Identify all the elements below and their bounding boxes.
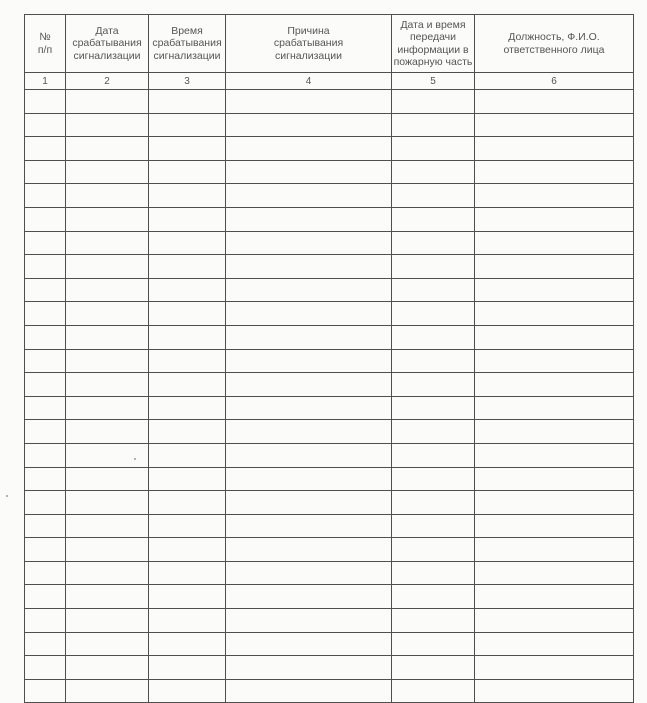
table-cell (25, 184, 66, 208)
table-cell (149, 160, 226, 184)
table-cell (25, 656, 66, 680)
table-cell (149, 325, 226, 349)
table-row (25, 467, 634, 491)
header-row (25, 15, 634, 73)
table-cell (149, 585, 226, 609)
table-cell (475, 184, 634, 208)
table-cell (392, 443, 475, 467)
table-cell (475, 160, 634, 184)
table-row (25, 113, 634, 137)
table-row (25, 325, 634, 349)
table-cell (25, 467, 66, 491)
table-cell (475, 467, 634, 491)
table-row (25, 207, 634, 231)
table-cell (226, 184, 392, 208)
column-header-label: Должность, Ф.И.О. ответственного лица (503, 31, 605, 56)
table-cell (149, 113, 226, 137)
table-cell (149, 656, 226, 680)
table-cell (149, 561, 226, 585)
table-cell (475, 278, 634, 302)
table-cell (66, 538, 149, 562)
table-cell (149, 207, 226, 231)
table-cell (66, 396, 149, 420)
table-cell (25, 514, 66, 538)
table-cell (475, 609, 634, 633)
table-row (25, 443, 634, 467)
table-cell (226, 609, 392, 633)
table-cell (475, 349, 634, 373)
table-cell (66, 90, 149, 114)
table-cell (475, 255, 634, 279)
column-number-cell: 4 (226, 73, 392, 90)
table-cell (475, 231, 634, 255)
table-cell (475, 491, 634, 515)
table-cell (25, 302, 66, 326)
table-cell (392, 184, 475, 208)
table-row (25, 396, 634, 420)
table-cell (25, 278, 66, 302)
column-header-transmission (392, 15, 475, 73)
table-row (25, 609, 634, 633)
table-cell (475, 443, 634, 467)
table-cell (226, 349, 392, 373)
table-row (25, 184, 634, 208)
column-header-label: Причина срабатывания сигнализации (273, 24, 344, 62)
table-cell (25, 325, 66, 349)
table-row (25, 90, 634, 114)
column-header-responsible (475, 15, 634, 73)
table-cell (226, 325, 392, 349)
table-cell (226, 420, 392, 444)
table-cell (392, 90, 475, 114)
table-cell (226, 396, 392, 420)
column-header-label: Дата и время передачи информации в пожарную часть (393, 18, 473, 68)
paper-speck (6, 495, 8, 497)
table-cell (226, 632, 392, 656)
table-cell (475, 538, 634, 562)
table-cell (25, 396, 66, 420)
table-cell (392, 679, 475, 703)
table-row (25, 514, 634, 538)
table-cell (66, 632, 149, 656)
table-row (25, 255, 634, 279)
table-row (25, 160, 634, 184)
column-number-cell: 5 (392, 73, 475, 90)
table-cell (392, 420, 475, 444)
table-cell (25, 679, 66, 703)
table-cell (392, 585, 475, 609)
column-header-label: Время срабатывания сигнализации (152, 24, 222, 62)
table-cell (25, 561, 66, 585)
table-cell (392, 278, 475, 302)
table-cell (66, 679, 149, 703)
table-row (25, 137, 634, 161)
table-cell (226, 231, 392, 255)
table-cell (475, 396, 634, 420)
column-number-cell: 1 (25, 73, 66, 90)
table-cell (149, 349, 226, 373)
table-row (25, 491, 634, 515)
table-cell (25, 349, 66, 373)
table-cell (66, 207, 149, 231)
table-cell (25, 90, 66, 114)
table-cell (475, 302, 634, 326)
table-cell (392, 514, 475, 538)
table-cell (66, 609, 149, 633)
table-cell (149, 679, 226, 703)
table-cell (25, 443, 66, 467)
table-cell (392, 137, 475, 161)
table-cell (25, 207, 66, 231)
table-cell (25, 373, 66, 397)
table-cell (25, 137, 66, 161)
table-cell (149, 396, 226, 420)
table-cell (226, 160, 392, 184)
table-cell (392, 632, 475, 656)
table-cell (226, 443, 392, 467)
table-cell (475, 514, 634, 538)
table-cell (226, 561, 392, 585)
alarm-log-table (24, 14, 634, 703)
table-cell (66, 491, 149, 515)
table-cell (226, 137, 392, 161)
table-cell (66, 278, 149, 302)
table-row (25, 656, 634, 680)
column-number-cell: 2 (66, 73, 149, 90)
table-cell (392, 349, 475, 373)
table-cell (66, 184, 149, 208)
table-cell (392, 656, 475, 680)
table-cell (149, 538, 226, 562)
table-cell (149, 420, 226, 444)
table-cell (25, 585, 66, 609)
table-row (25, 538, 634, 562)
column-number-row (25, 73, 634, 90)
table-cell (66, 467, 149, 491)
table-cell (25, 160, 66, 184)
table-cell (392, 207, 475, 231)
table-cell (475, 207, 634, 231)
column-header-label: № п/п (37, 31, 53, 56)
table-row (25, 231, 634, 255)
table-cell (66, 514, 149, 538)
table-cell (66, 585, 149, 609)
table-row (25, 632, 634, 656)
table-cell (392, 373, 475, 397)
table-cell (25, 255, 66, 279)
table-cell (226, 90, 392, 114)
table-cell (392, 113, 475, 137)
table-cell (25, 113, 66, 137)
column-header-date (66, 15, 149, 73)
table-cell (25, 609, 66, 633)
table-cell (66, 302, 149, 326)
table-cell (149, 373, 226, 397)
table-cell (475, 656, 634, 680)
table-cell (226, 302, 392, 326)
table-cell (475, 137, 634, 161)
table-row (25, 679, 634, 703)
table-cell (392, 609, 475, 633)
table-row (25, 420, 634, 444)
table-cell (226, 538, 392, 562)
table-cell (392, 396, 475, 420)
table-cell (149, 443, 226, 467)
table-cell (66, 255, 149, 279)
table-cell (25, 231, 66, 255)
table-cell (149, 90, 226, 114)
table-cell (226, 278, 392, 302)
table-cell (149, 231, 226, 255)
table-cell (475, 325, 634, 349)
column-header-time (149, 15, 226, 73)
table-cell (226, 255, 392, 279)
table-cell (475, 561, 634, 585)
table-cell (226, 207, 392, 231)
table-row (25, 585, 634, 609)
table-cell (226, 585, 392, 609)
table-cell (149, 514, 226, 538)
table-cell (475, 113, 634, 137)
table-row (25, 373, 634, 397)
table-cell (149, 184, 226, 208)
table-cell (392, 467, 475, 491)
table-cell (226, 491, 392, 515)
table-cell (392, 255, 475, 279)
table-cell (66, 373, 149, 397)
table-row (25, 278, 634, 302)
table-cell (149, 255, 226, 279)
table-cell (149, 137, 226, 161)
table-cell (66, 113, 149, 137)
table-cell (66, 656, 149, 680)
table-cell (149, 467, 226, 491)
table-cell (392, 302, 475, 326)
table-cell (149, 609, 226, 633)
table-cell (475, 632, 634, 656)
table-cell (392, 325, 475, 349)
table-cell (475, 373, 634, 397)
column-header-reason (226, 15, 392, 73)
table-cell (226, 656, 392, 680)
table-row (25, 561, 634, 585)
paper-speck (134, 458, 136, 460)
column-header-label: Дата срабатывания сигнализации (72, 24, 142, 62)
table-cell (25, 632, 66, 656)
table-row (25, 349, 634, 373)
table-cell (475, 679, 634, 703)
column-number-cell: 3 (149, 73, 226, 90)
table-cell (66, 231, 149, 255)
table-cell (226, 113, 392, 137)
column-number-cell: 6 (475, 73, 634, 90)
table-cell (149, 632, 226, 656)
table-cell (392, 160, 475, 184)
table-cell (149, 302, 226, 326)
table-cell (392, 231, 475, 255)
table-cell (25, 538, 66, 562)
table-cell (475, 585, 634, 609)
table-cell (25, 420, 66, 444)
table-cell (392, 491, 475, 515)
table-cell (149, 491, 226, 515)
table-cell (149, 278, 226, 302)
table-cell (392, 538, 475, 562)
table-cell (66, 160, 149, 184)
table-cell (226, 467, 392, 491)
table-cell (226, 514, 392, 538)
table-cell (475, 90, 634, 114)
table-row (25, 302, 634, 326)
table-cell (475, 420, 634, 444)
table-cell (66, 561, 149, 585)
table-cell (66, 349, 149, 373)
table-cell (392, 561, 475, 585)
table-cell (66, 443, 149, 467)
table-cell (66, 137, 149, 161)
table-cell (66, 325, 149, 349)
table-cell (25, 491, 66, 515)
table-cell (66, 420, 149, 444)
table-cell (226, 373, 392, 397)
column-header-number (25, 15, 66, 73)
table-cell (226, 679, 392, 703)
